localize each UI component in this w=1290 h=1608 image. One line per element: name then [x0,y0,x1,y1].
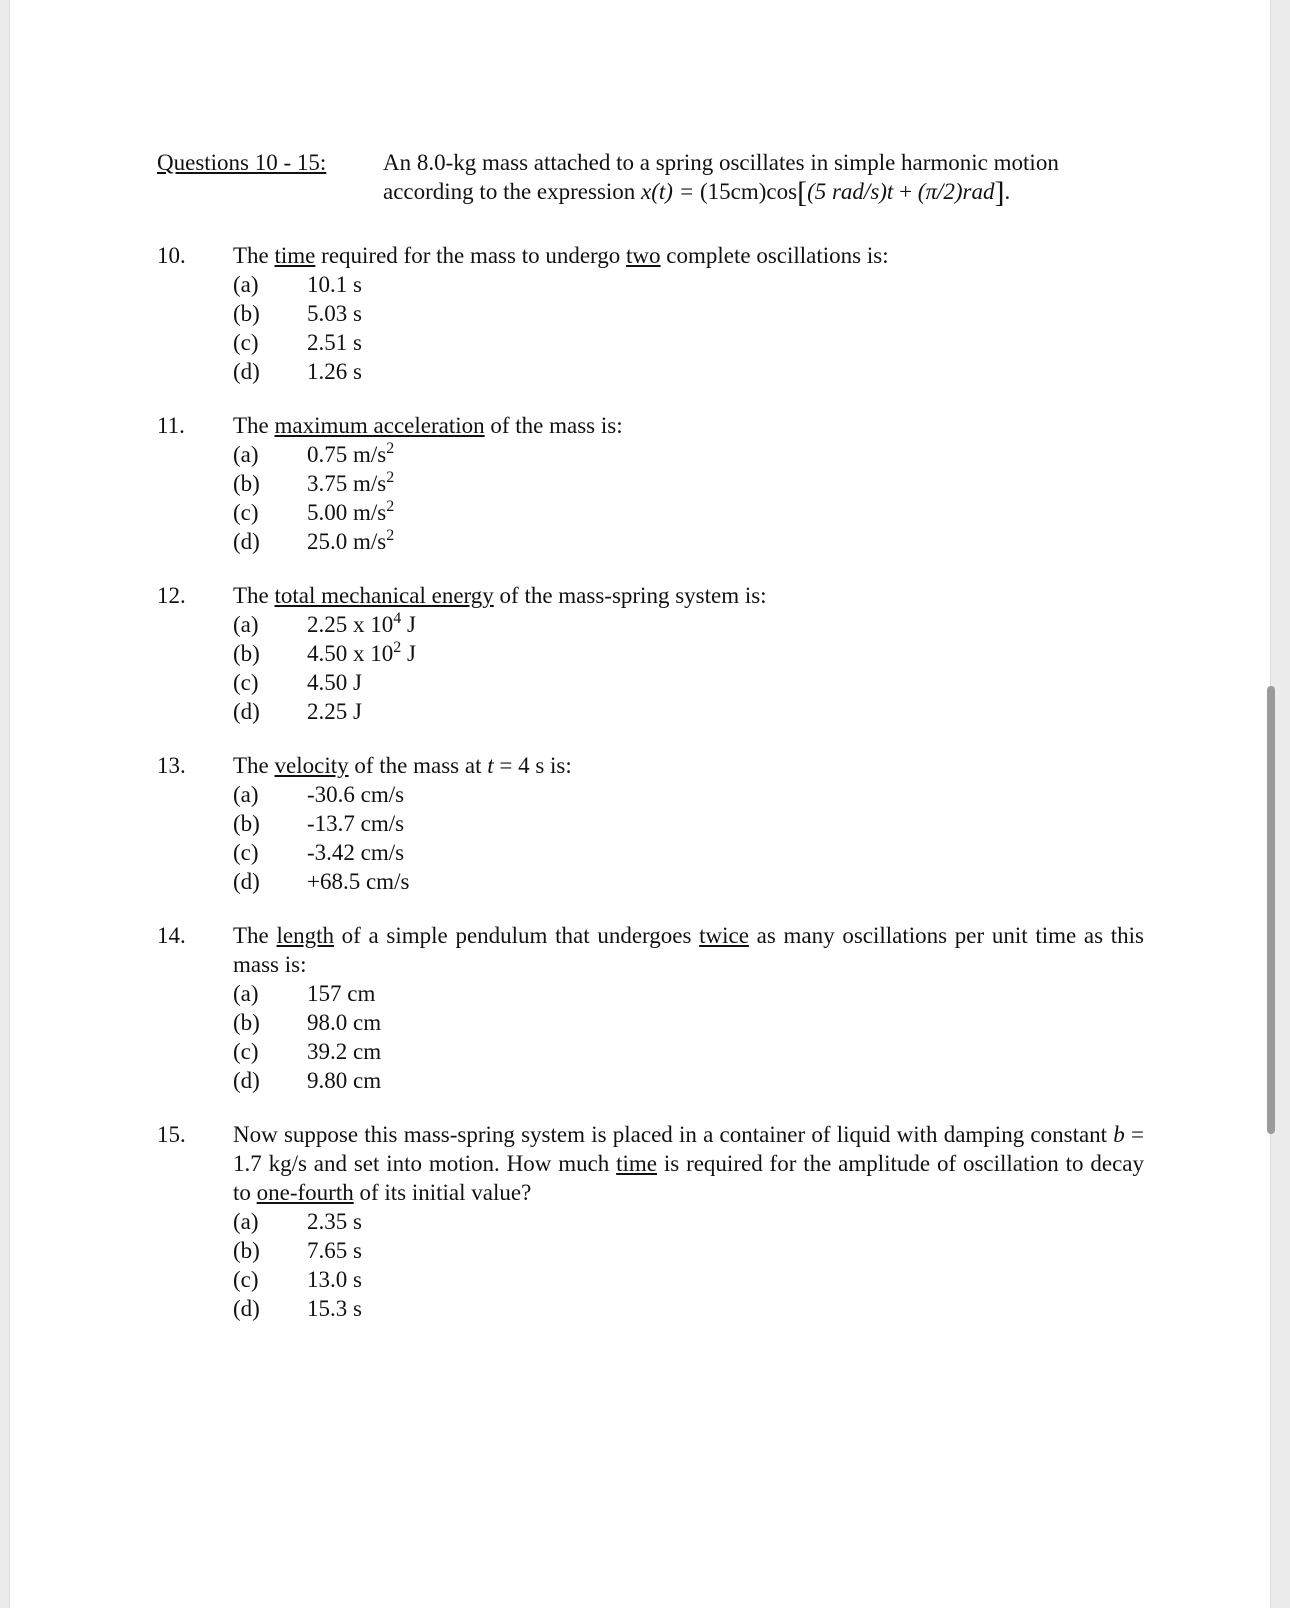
questions-header [157,148,1144,207]
option-letter: (c) [233,1039,259,1064]
question-body [233,751,1144,896]
option-d [233,1066,1144,1095]
option-value: 13.0 s [307,1267,362,1292]
option-value: -30.6 cm/s [307,782,405,807]
question-body [233,581,1144,726]
option-c [233,1265,1144,1294]
stem-underlined: twice [699,923,749,948]
question-stem [233,241,1144,270]
option-value [307,639,416,668]
option-letter: (a) [233,272,259,297]
problem-line-1: An 8.0-kg mass attached to a spring oscillates in simple harmonic motion [383,150,1059,175]
question-stem [233,921,1144,979]
questions-range-label: Questions 10 - 15: [157,150,327,175]
option-value [307,527,394,556]
question-stem [233,1120,1144,1207]
stem-text: Now suppose this mass-spring system is placed in a container of liquid with damping constant [233,1122,1114,1147]
problem-line-2-prefix: according to the expression [383,179,636,204]
option-a [233,440,1144,469]
option-value [307,498,394,527]
question-number: 14. [157,923,186,948]
question-number: 15. [157,1122,186,1147]
option-letter: (c) [233,330,259,355]
option-letter: (d) [233,869,260,894]
option-letter: (c) [233,840,259,865]
option-letter: (d) [233,1068,260,1093]
option-value: 5.03 s [307,301,362,326]
problem-line-2 [383,177,1144,207]
question-15 [157,1120,1144,1323]
option-letter: (b) [233,641,260,666]
question-10 [157,241,1144,386]
option-c [233,838,1144,867]
formula-omega: (5 rad/s)t [807,179,894,204]
option-value [307,469,394,498]
option-a [233,270,1144,299]
stem-text: required for the mass to undergo [315,243,627,268]
option-value: 4.50 J [307,670,362,695]
option-d [233,867,1144,896]
stem-text: of a simple pendulum that undergoes [333,923,700,948]
option-value: 10.1 s [307,272,362,297]
stem-text: of the mass-spring system is: [493,583,767,608]
stem-text: of its initial value? [353,1180,532,1205]
question-body [233,1120,1144,1323]
option-value: 2.25 J [307,699,362,724]
formula-amplitude: (15cm) [699,179,767,204]
stem-text: The [233,583,275,608]
option-letter: (b) [233,1010,260,1035]
option-exponent: 2 [386,498,395,515]
option-value: -13.7 cm/s [307,811,405,836]
position-formula: x(t) = (15cm)cos[(5 rad/s)t + (π/2)rad]. [641,176,1011,209]
option-letter: (d) [233,699,260,724]
option-letter: (d) [233,1296,260,1321]
question-13 [157,751,1144,896]
question-12 [157,581,1144,726]
formula-close-bracket: ] [994,176,1005,209]
option-exponent: 2 [386,440,395,457]
option-unit: J [401,641,416,666]
question-number: 13. [157,753,186,778]
option-letter: (c) [233,500,259,525]
option-exponent: 2 [386,527,395,544]
question-number: 10. [157,243,186,268]
option-value: +68.5 cm/s [307,869,410,894]
option-b [233,809,1144,838]
question-14 [157,921,1144,1095]
question-11 [157,411,1144,556]
stem-text: complete oscillations is: [660,243,889,268]
formula-phase: (π/2)rad [917,179,995,204]
option-value: 2.51 s [307,330,362,355]
option-letter: (d) [233,359,260,384]
stem-underlined: time [616,1151,658,1176]
document-page [10,0,1270,1608]
option-d [233,697,1144,726]
stem-underlined: one-fourth [256,1180,354,1205]
option-letter: (a) [233,442,259,467]
option-letter: (b) [233,471,260,496]
option-c [233,328,1144,357]
option-a [233,780,1144,809]
stem-underlined: length [276,923,334,948]
option-letter: (d) [233,529,260,554]
question-body [233,241,1144,386]
option-value: -3.42 cm/s [307,840,405,865]
question-body [233,411,1144,556]
option-a [233,1207,1144,1236]
stem-text: The [233,753,275,778]
option-value [307,440,394,469]
stem-underlined: time [274,243,316,268]
option-value-base: 0.75 m/s [307,442,387,467]
option-value: 39.2 cm [307,1039,382,1064]
option-value: 7.65 s [307,1238,362,1263]
stem-underlined: velocity [274,753,349,778]
document-content [157,148,1144,1348]
stem-variable: b [1113,1122,1125,1147]
option-value-base: 2.25 x 10 [307,612,394,637]
option-exponent: 2 [393,639,402,656]
option-letter: (b) [233,301,260,326]
stem-text: of the mass is: [484,413,623,438]
option-b [233,299,1144,328]
option-letter: (b) [233,811,260,836]
option-letter: (b) [233,1238,260,1263]
stem-text: The [233,243,275,268]
stem-text: as many oscillations per unit time as this mass is: [233,923,1144,977]
option-letter: (a) [233,782,259,807]
option-value-base: 25.0 m/s [307,529,387,554]
option-value: 1.26 s [307,359,362,384]
option-exponent: 2 [386,469,395,486]
stem-text: = 1.7 kg/s and set into motion. How much [233,1122,1144,1176]
option-unit: J [401,612,416,637]
option-value: 98.0 cm [307,1010,382,1035]
option-letter: (a) [233,981,259,1006]
question-number: 11. [157,413,185,438]
option-b [233,1008,1144,1037]
option-letter: (c) [233,670,259,695]
option-b [233,469,1144,498]
option-letter: (a) [233,1209,259,1234]
option-value-base: 5.00 m/s [307,500,387,525]
option-b [233,639,1144,668]
stem-text: = 4 s is: [493,753,572,778]
stem-underlined: total mechanical energy [274,583,494,608]
option-d [233,357,1144,386]
stem-underlined: maximum acceleration [274,413,485,438]
formula-open-bracket: [ [797,176,808,209]
vertical-scrollbar[interactable] [1267,686,1275,1134]
option-value: 157 cm [307,981,376,1006]
option-exponent: 4 [393,610,402,627]
option-value: 9.80 cm [307,1068,382,1093]
question-number: 12. [157,583,186,608]
problem-statement [383,148,1144,207]
option-value-base: 4.50 x 10 [307,641,394,666]
stem-text: of the mass at [348,753,488,778]
option-value-base: 3.75 m/s [307,471,387,496]
option-c [233,498,1144,527]
option-letter: (c) [233,1267,259,1292]
option-d [233,1294,1144,1323]
question-stem [233,411,1144,440]
option-letter: (a) [233,612,259,637]
formula-cos: cos [766,179,798,204]
option-b [233,1236,1144,1265]
formula-lhs: x(t) = [641,179,700,204]
option-value: 2.35 s [307,1209,362,1234]
stem-underlined: two [626,243,661,268]
option-c [233,1037,1144,1066]
question-body [233,921,1144,1095]
option-c [233,668,1144,697]
stem-text: The [233,923,277,948]
option-a [233,610,1144,639]
question-stem [233,581,1144,610]
question-stem [233,751,1144,780]
stem-variable: t [487,753,494,778]
option-value [307,610,416,639]
option-value: 15.3 s [307,1296,362,1321]
stem-text: is required for the amplitude of oscillation to decay to [233,1151,1144,1205]
stem-text: The [233,413,275,438]
formula-plus: + [893,179,918,204]
option-a [233,979,1144,1008]
option-d [233,527,1144,556]
